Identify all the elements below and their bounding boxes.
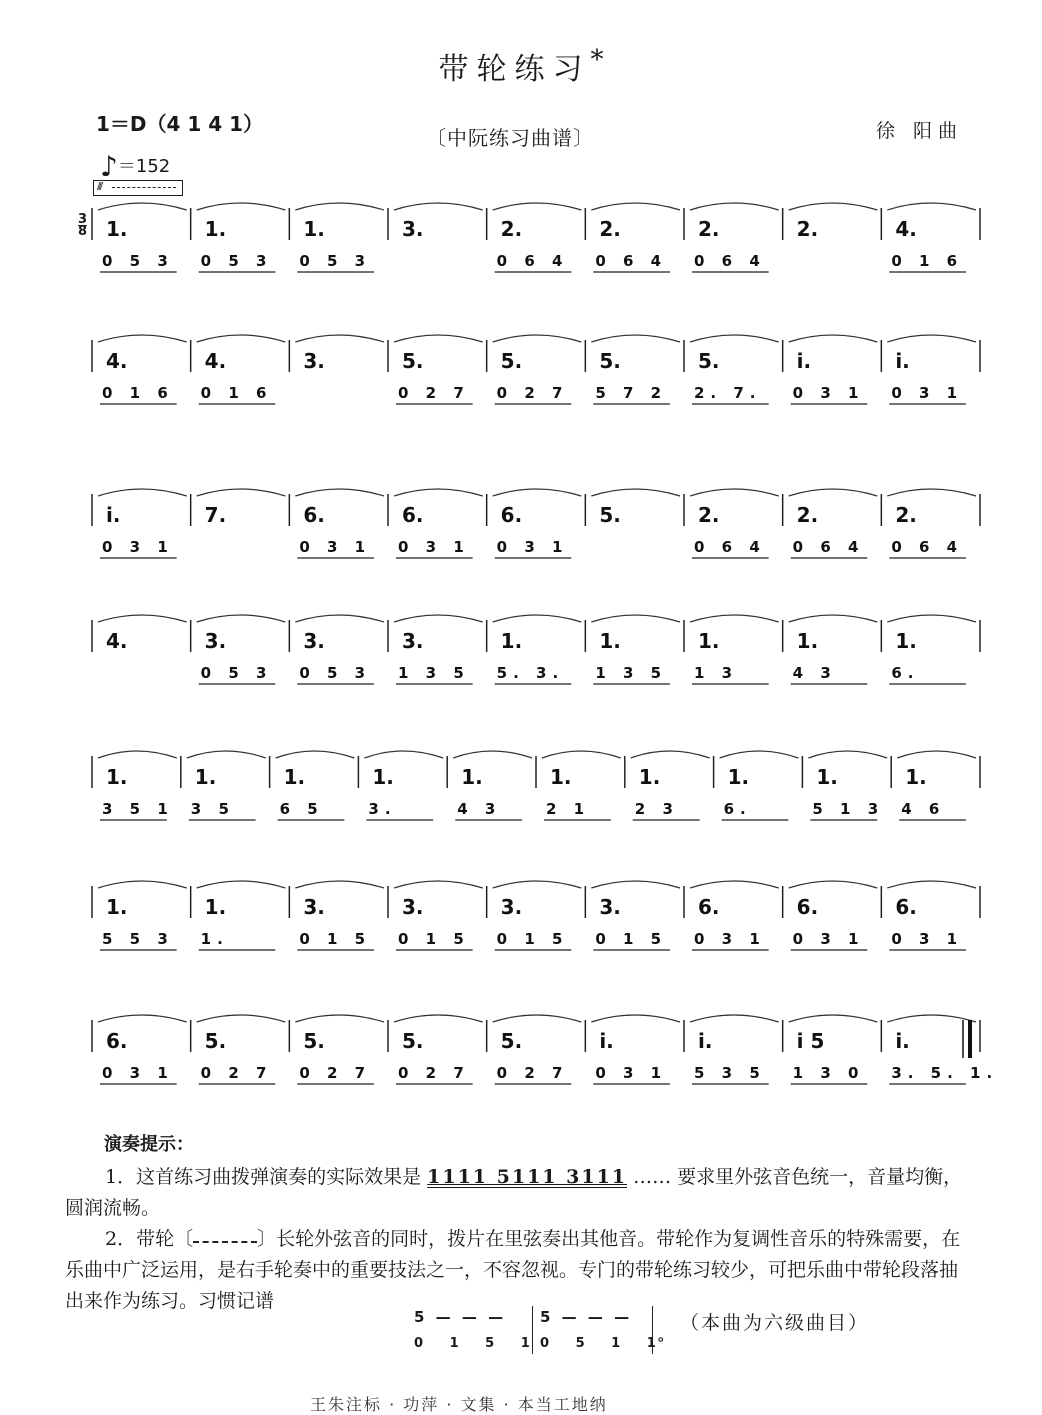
tie-arc — [789, 1015, 878, 1022]
upper-note: 5. — [204, 1029, 227, 1053]
upper-note: 2. — [500, 217, 523, 241]
tie-arc — [789, 489, 878, 496]
tie-arc — [197, 1015, 286, 1022]
tie-arc — [394, 1015, 483, 1022]
tip-1 — [65, 1162, 975, 1224]
tie-arc — [591, 881, 680, 888]
tie-arc — [364, 751, 443, 758]
upper-note: 5. — [303, 1029, 325, 1053]
example-lower-1: 0 1 5 1 — [414, 1336, 541, 1351]
upper-note: 5. — [500, 349, 523, 373]
upper-note: 6. — [106, 1029, 128, 1053]
tie-arc — [394, 881, 483, 888]
tie-arc — [591, 203, 680, 210]
upper-note: 6. — [500, 503, 523, 527]
lower-note: 0 1 6 — [200, 384, 273, 402]
upper-note: 1. — [106, 217, 128, 241]
lower-note: 0 1 5 — [595, 930, 668, 948]
upper-note: 1. — [816, 765, 838, 789]
lower-note: 0 6 4 — [694, 538, 766, 556]
upper-note: 5. — [599, 503, 621, 527]
tip-1-tail: …… 要求里外弦音色统一，音量均衡，圆润流畅。 — [65, 1166, 963, 1219]
tie-arc — [394, 335, 483, 342]
tie-arc — [887, 615, 976, 622]
upper-note: 1. — [638, 765, 661, 789]
upper-note: 3. — [402, 629, 424, 653]
tie-arc — [542, 751, 621, 758]
tie-arc — [295, 615, 384, 622]
lower-note: 0 6 4 — [694, 252, 766, 270]
lower-note: 0 3 1 — [102, 1064, 174, 1082]
tie-arc — [197, 203, 286, 210]
tie-arc — [690, 203, 779, 210]
lower-note: 5 3 5 — [694, 1064, 766, 1082]
upper-note: 3. — [402, 895, 424, 919]
lower-note: 6. — [891, 664, 920, 682]
tie-arc — [631, 751, 710, 758]
lower-note: 0 1 5 — [398, 930, 470, 948]
lower-note: 0 5 3 — [299, 664, 372, 682]
tie-arc — [197, 489, 286, 496]
lower-note: 0 3 1 — [694, 930, 766, 948]
example-upper-1: 5 — — — — [414, 1308, 507, 1326]
upper-note: 6. — [895, 895, 917, 919]
lower-note: 0 6 4 — [496, 252, 569, 270]
lower-note: 1 3 5 — [595, 664, 668, 682]
lower-note: 0 1 5 — [299, 930, 372, 948]
cut-off-line: 王朱注标 · 功萍 · 文集 · 本当工地纳 — [310, 1395, 608, 1414]
upper-note: 3. — [599, 895, 621, 919]
lower-note: 0 2 7 — [200, 1064, 273, 1082]
tie-arc — [690, 489, 779, 496]
tie-arc — [98, 203, 187, 210]
lower-note: 2 1 — [546, 800, 591, 818]
upper-note: 2. — [895, 503, 917, 527]
tie-arc — [789, 203, 878, 210]
upper-note: 5. — [698, 349, 720, 373]
upper-note: 6. — [796, 895, 819, 919]
tie-arc — [690, 881, 779, 888]
tie-arc — [394, 489, 483, 496]
lower-note: 0 3 1 — [792, 930, 865, 948]
upper-note: 5. — [402, 349, 424, 373]
lower-note: 3. — [368, 800, 397, 818]
lower-note: 0 1 6 — [102, 384, 174, 402]
tie-arc — [295, 489, 384, 496]
lower-note: 0 2 7 — [496, 384, 569, 402]
upper-note: i. — [698, 1029, 713, 1053]
tip-1-lead: 1．这首练习曲拨弹演奏的实际效果是 — [105, 1166, 422, 1188]
tie-arc — [394, 203, 483, 210]
lower-note: 0 1 5 — [496, 930, 569, 948]
example-end: 。 — [658, 1326, 677, 1344]
tie-arc — [197, 881, 286, 888]
lower-note: 2. 7. — [694, 384, 762, 402]
upper-note: 1. — [283, 765, 306, 789]
lower-note: 0 2 7 — [398, 1064, 470, 1082]
upper-note: 1. — [204, 217, 227, 241]
tie-arc — [591, 1015, 680, 1022]
lower-note: 5 5 3 — [102, 930, 174, 948]
tie-arc — [394, 615, 483, 622]
tie-arc — [187, 751, 266, 758]
tips-heading: 演奏提示： — [104, 1134, 194, 1155]
lower-note: 5 7 2 — [595, 384, 668, 402]
lower-note: 1. — [200, 930, 229, 948]
lower-note: 6 5 — [279, 800, 324, 818]
lower-note: 0 5 3 — [200, 664, 273, 682]
lower-note: 4 6 — [901, 800, 946, 818]
tie-arc — [493, 203, 582, 210]
tie-arc — [98, 1015, 187, 1022]
tie-arc — [493, 489, 582, 496]
upper-note: 5. — [500, 1029, 523, 1053]
tie-arc — [887, 881, 976, 888]
tie-arc — [690, 615, 779, 622]
upper-note: i. — [895, 1029, 910, 1053]
upper-note: 1. — [372, 765, 394, 789]
lower-note: 0 6 4 — [595, 252, 668, 270]
lower-note: 4 3 — [792, 664, 837, 682]
tie-arc — [720, 751, 799, 758]
tie-arc — [591, 615, 680, 622]
upper-note: 1. — [194, 765, 217, 789]
upper-note: 3. — [204, 629, 227, 653]
subtitle: 〔中阮练习曲谱〕 — [426, 126, 594, 150]
upper-note: 3. — [303, 349, 325, 373]
eighth-note-icon: ♪ — [100, 150, 118, 183]
tie-arc — [493, 615, 582, 622]
upper-note: i. — [895, 349, 910, 373]
tie-arc — [295, 203, 384, 210]
lower-note: 0 2 7 — [299, 1064, 372, 1082]
tremolo-box-icon: /// — [93, 180, 183, 196]
upper-note: 2. — [796, 217, 819, 241]
lower-note: 3 5 — [190, 800, 235, 818]
tie-arc — [789, 881, 878, 888]
upper-note: 2. — [796, 503, 819, 527]
lower-note: 0 5 3 — [299, 252, 372, 270]
lower-note: 0 3 1 — [595, 1064, 668, 1082]
example-upper-2: 5 — — — — [540, 1308, 633, 1326]
upper-note: 1. — [905, 765, 927, 789]
upper-note: 1. — [550, 765, 572, 789]
lower-note: 1 3 0 — [792, 1064, 865, 1082]
lower-note: 0 3 1 — [891, 930, 964, 948]
page-title: 带轮练习* — [438, 45, 604, 87]
lower-note: 5. 3. — [496, 664, 565, 682]
upper-note: 4. — [204, 349, 227, 373]
tie-arc — [98, 881, 187, 888]
lower-note: 0 3 1 — [398, 538, 470, 556]
tie-arc — [98, 489, 187, 496]
lower-note: 0 2 7 — [398, 384, 470, 402]
upper-note: 4. — [106, 629, 128, 653]
tie-arc — [98, 751, 177, 758]
tie-arc — [98, 335, 187, 342]
tip-1-pattern: 1111 5111 3111 — [427, 1166, 628, 1188]
lower-note: 1 3 — [694, 664, 739, 682]
lower-note: 0 5 3 — [200, 252, 273, 270]
upper-note: 1. — [106, 765, 128, 789]
tie-arc — [897, 751, 976, 758]
footnote: （本曲为六级曲目） — [680, 1312, 870, 1334]
lower-note: 0 2 7 — [496, 1064, 569, 1082]
example-lower-2: 0 5 1 1 — [540, 1336, 667, 1351]
tempo-marking: ♪＝152 — [100, 150, 171, 183]
tie-arc — [197, 335, 286, 342]
tie-arc — [276, 751, 355, 758]
lower-note: 1 3 5 — [398, 664, 470, 682]
lower-note: 0 3 1 — [891, 384, 964, 402]
upper-note: 3. — [303, 895, 325, 919]
tie-arc — [295, 1015, 384, 1022]
lower-note: 0 6 4 — [792, 538, 865, 556]
upper-note: i. — [599, 1029, 614, 1053]
tip-2-lead: 2．带轮〔 — [105, 1228, 194, 1250]
tie-arc — [887, 203, 976, 210]
upper-note: 1. — [796, 629, 819, 653]
upper-note: 1. — [895, 629, 917, 653]
lower-note: 0 5 3 — [102, 252, 174, 270]
upper-note: 1. — [599, 629, 621, 653]
upper-note: 6. — [698, 895, 720, 919]
upper-note: 3. — [500, 895, 523, 919]
tie-arc — [591, 335, 680, 342]
upper-note: i 5 — [796, 1029, 825, 1053]
tip-2-tail: 〕长轮外弦音的同时，拨片在里弦奏出其他音。带轮作为复调性音乐的特殊需要，在乐曲中广泛运用，是右手轮奏中的重要技法之一，不容忽视。专门的带轮练习较少，可把乐曲中带轮段落抽出来作为练习。习惯记谱 — [65, 1228, 961, 1312]
lower-note: 0 3 1 — [792, 384, 865, 402]
upper-note: i. — [106, 503, 121, 527]
upper-note: 1. — [303, 217, 325, 241]
upper-note: 6. — [402, 503, 424, 527]
lower-note: 0 3 1 — [496, 538, 569, 556]
upper-note: 2. — [698, 503, 720, 527]
tie-arc — [690, 335, 779, 342]
tie-arc — [197, 615, 286, 622]
upper-note: 2. — [698, 217, 720, 241]
composer: 徐 阳曲 — [876, 120, 964, 142]
lower-note: 4 3 — [457, 800, 502, 818]
upper-note: 2. — [599, 217, 621, 241]
lower-note: 0 3 1 — [102, 538, 174, 556]
lower-note: 0 3 1 — [299, 538, 372, 556]
lower-note: 3 5 1 — [102, 800, 174, 818]
lower-note: 0 1 6 — [891, 252, 964, 270]
upper-note: 4. — [106, 349, 128, 373]
tie-arc — [493, 335, 582, 342]
tie-arc — [591, 489, 680, 496]
upper-note: i. — [796, 349, 812, 373]
upper-note: 1. — [106, 895, 128, 919]
tremolo-box-icon — [193, 1229, 257, 1243]
upper-note: 1. — [461, 765, 483, 789]
tie-arc — [98, 615, 187, 622]
upper-note: 1. — [727, 765, 750, 789]
upper-note: 5. — [599, 349, 621, 373]
tie-arc — [789, 615, 878, 622]
lower-note: 5 1 3 — [812, 800, 885, 818]
tie-arc — [453, 751, 532, 758]
tie-arc — [789, 335, 878, 342]
upper-note: 3. — [402, 217, 424, 241]
upper-note: 1. — [698, 629, 720, 653]
tie-arc — [887, 489, 976, 496]
tie-arc — [295, 335, 384, 342]
lower-note: 3. 5. 1. — [891, 1064, 999, 1082]
time-signature: 3 8 — [78, 212, 88, 239]
tie-arc — [295, 881, 384, 888]
lower-note: 6. — [723, 800, 752, 818]
upper-note: 7. — [204, 503, 227, 527]
upper-note: 6. — [303, 503, 325, 527]
tie-arc — [493, 1015, 582, 1022]
tie-arc — [887, 335, 976, 342]
lower-note: 2 3 — [634, 800, 679, 818]
tie-arc — [690, 1015, 779, 1022]
notation-example — [408, 1302, 677, 1360]
upper-note: 1. — [204, 895, 227, 919]
upper-note: 4. — [895, 217, 917, 241]
lower-note: 0 6 4 — [891, 538, 964, 556]
tie-arc — [808, 751, 887, 758]
key-signature: 1＝D（4 1 4 1） — [96, 112, 264, 136]
upper-note: 1. — [500, 629, 523, 653]
upper-note: 3. — [303, 629, 325, 653]
upper-note: 5. — [402, 1029, 424, 1053]
tie-arc — [493, 881, 582, 888]
